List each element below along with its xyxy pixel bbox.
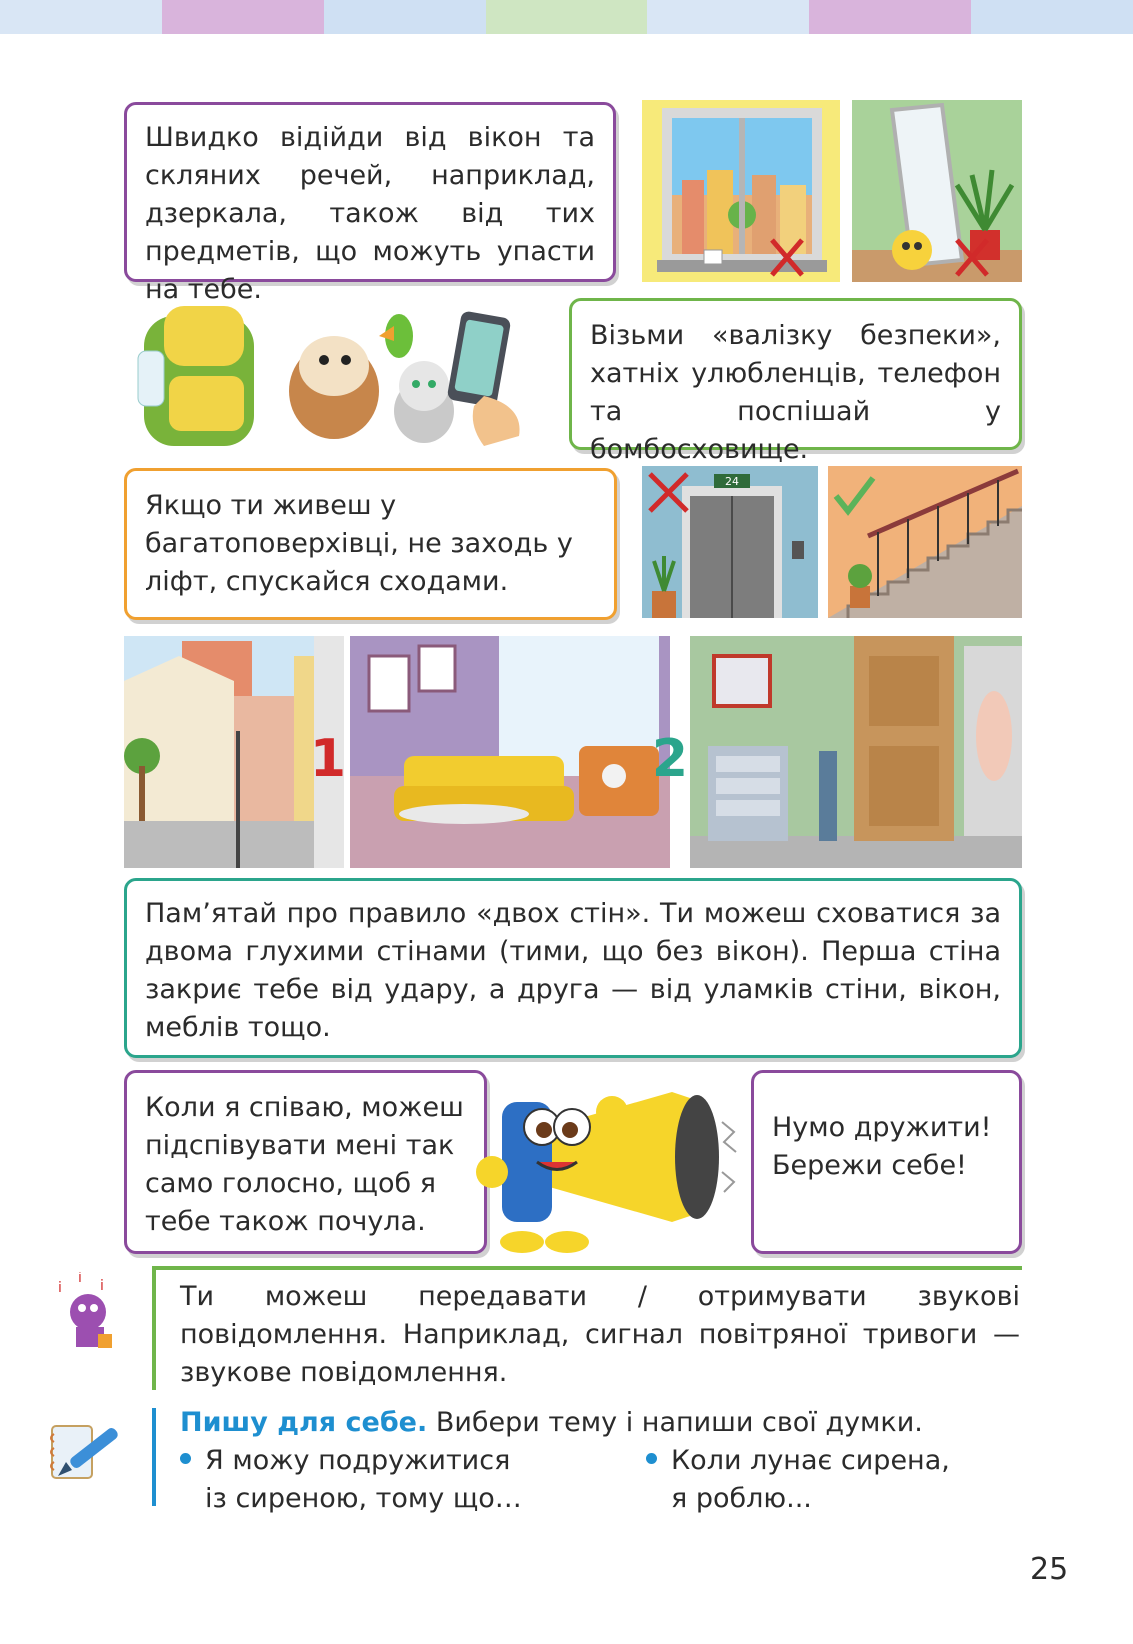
writing-instruction: Вибери тему і напиши свої думки. [427, 1407, 923, 1438]
info-side-bar [152, 1266, 156, 1390]
tip-box-safety-kit [569, 298, 1022, 465]
bullet-dot [180, 1453, 191, 1464]
wall-label-one: 1 [309, 729, 347, 789]
window-illustration [642, 100, 840, 282]
svg-text:i: i [100, 1278, 104, 1294]
stairs-illustration [828, 466, 1022, 618]
svg-text:i: i [78, 1272, 82, 1286]
siren-greeting-line2: Бережи себе! [772, 1150, 967, 1181]
backpack-pets-phone-illustration [124, 296, 544, 456]
wall-label-two: 2 [651, 729, 689, 789]
elevator-floor-sign: 24 [725, 475, 739, 488]
pencil-notebook-icon [44, 1412, 124, 1488]
elevator-illustration [642, 466, 818, 618]
info-text-block [180, 1278, 1020, 1392]
tip-text-windows: Швидко відійди від вікон та скляних речей, наприклад, дзеркала, також від тих предметів, що можуть упасти на тебе. [145, 122, 595, 305]
two-walls-rooms-illustration [124, 636, 1022, 868]
tip-box-two-walls-rule [124, 878, 1022, 1058]
bullet1-line2: із сиреною, тому що… [205, 1483, 522, 1514]
megaphone-character-illustration [472, 1062, 762, 1258]
tip-box-windows [124, 102, 616, 305]
writing-side-bar [152, 1408, 156, 1506]
bullet-dot [646, 1453, 657, 1464]
siren-greeting-line1: Нумо дружити! [772, 1112, 992, 1143]
tip-text-two-walls-rule: Пам’ятай про правило «двох стін». Ти можеш сховатися за двома глухими стінами (тими, що без вікон). Перша стіна закриє тебе від удару, а друга — від уламків стіни, вікон, меблів тощо. [145, 898, 1001, 1043]
mirror-illustration [852, 100, 1022, 282]
info-text: Ти можеш передавати / отримувати звукові повідомлення. Наприклад, сигнал повітряної тривоги — звукове повідомлення. [180, 1281, 1020, 1388]
tip-text-safety-kit: Візьми «валізку безпеки», хатніх улюбленців, телефон та поспішай у бомбосховище. [590, 320, 1001, 465]
writing-prompt-line [180, 1404, 1020, 1442]
bullet1-line1: Я можу подружитися [205, 1445, 511, 1476]
bullet2-line2: я роблю... [671, 1483, 812, 1514]
info-bar [152, 1266, 1022, 1270]
siren-speech-box-right [751, 1070, 1022, 1254]
tip-box-elevator [124, 468, 617, 620]
svg-text:i: i [58, 1280, 62, 1296]
tip-text-elevator: Якщо ти живеш у багатоповерхівці, не заходь у ліфт, спускайся сходами. [145, 490, 573, 597]
writing-bullet-1 [180, 1442, 522, 1518]
siren-speech-box-left [124, 1070, 487, 1254]
bullet2-line1: Коли лунає сирена, [671, 1445, 950, 1476]
writing-heading: Пишу для себе. [180, 1407, 428, 1438]
thinking-character-icon [48, 1272, 118, 1352]
siren-speech-text: Коли я співаю, можеш підспівувати мені так само голосно, щоб я тебе також почула. [145, 1092, 464, 1237]
top-color-stripes [0, 0, 1133, 34]
page-number: 25 [1030, 1552, 1069, 1587]
writing-bullet-2 [646, 1442, 950, 1518]
